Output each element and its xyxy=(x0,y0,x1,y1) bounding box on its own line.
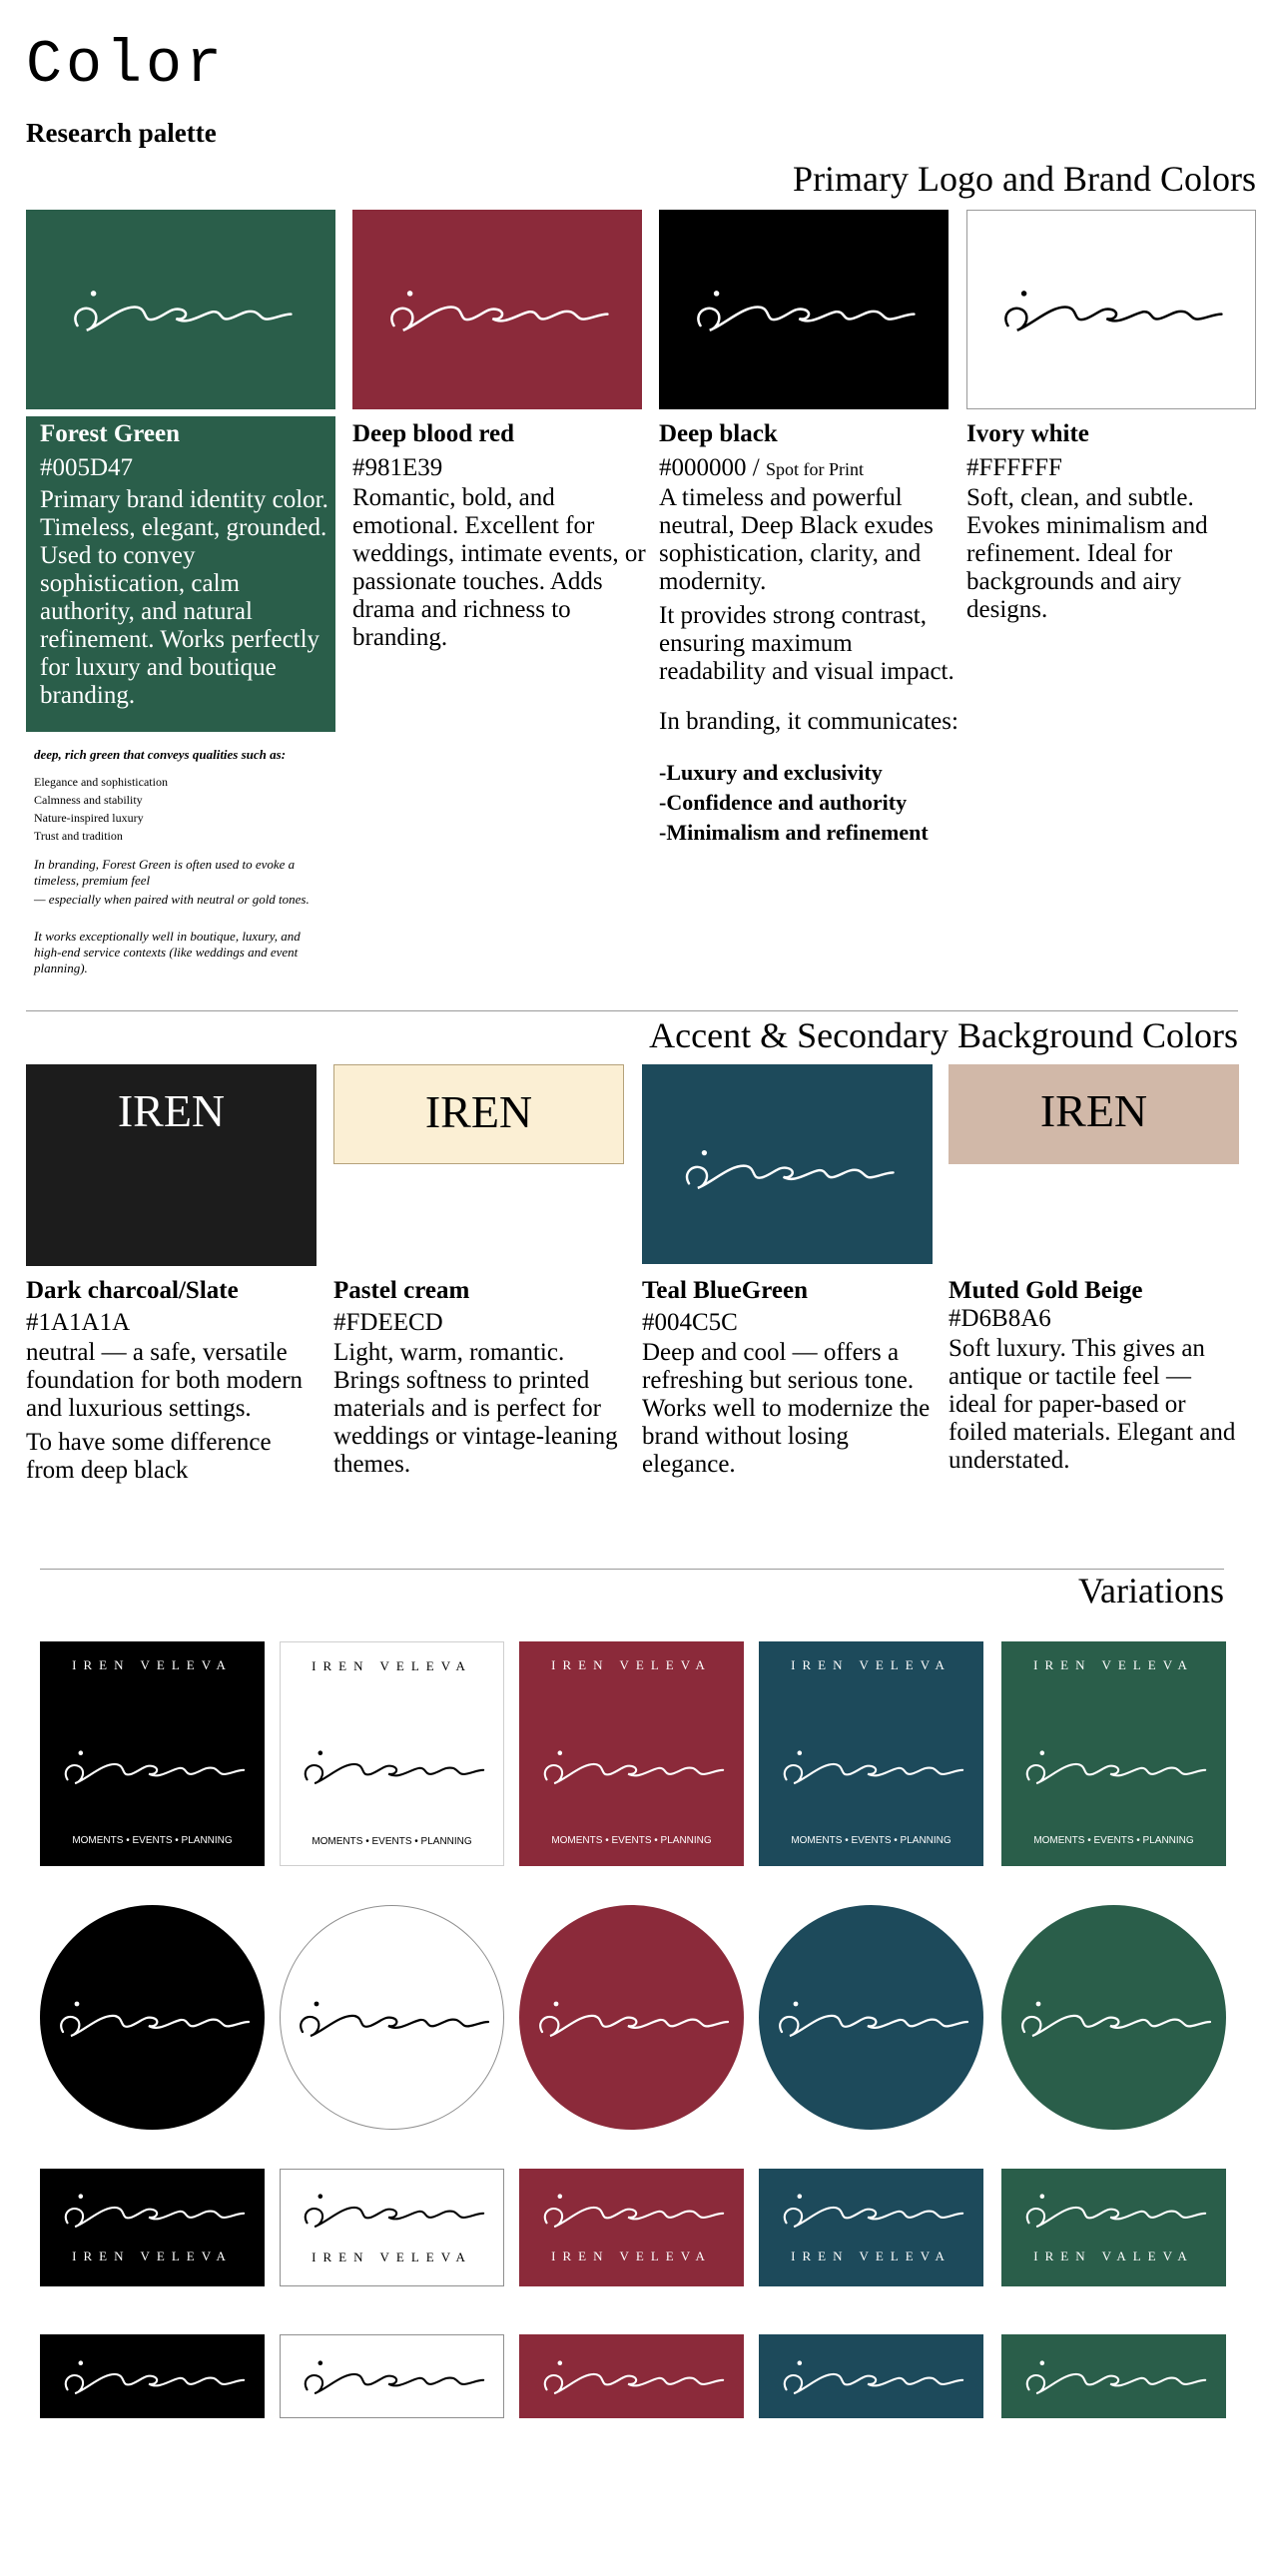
variation-square-black xyxy=(40,1641,265,1866)
variation-circle-black xyxy=(40,1905,265,2130)
color-hex: #000000 xyxy=(659,454,747,481)
brand-name-text: IREN VELEVA xyxy=(312,1658,472,1673)
variation-slim-black xyxy=(40,2334,265,2418)
swatch-deep-blood-red xyxy=(352,210,642,409)
dark-charcoal-info xyxy=(26,1277,316,1485)
green-notes-para3: It works exceptionally well in boutique, luxury, and high-end service contexts (like weddings and event planning). xyxy=(34,929,301,975)
communicates-item: -Confidence and authority xyxy=(659,790,908,815)
section-title-primary: Primary Logo and Brand Colors xyxy=(793,159,1256,199)
color-name: Pastel cream xyxy=(333,1277,470,1304)
brand-name-text: IREN VELEVA xyxy=(312,2250,472,2264)
color-hex: #004C5C xyxy=(642,1309,738,1336)
iren-wordmark: IREN xyxy=(424,1086,533,1137)
variation-circle-white xyxy=(280,1905,504,2130)
color-name: Ivory white xyxy=(966,420,1089,447)
color-description: Primary brand identity color. Timeless, elegant, grounded. Used to convey sophistication, calm authority, and natural refinement. Works perfectly for luxury and boutique branding. xyxy=(40,486,328,709)
variation-rect-red xyxy=(519,2169,744,2286)
variation-square-white xyxy=(280,1641,504,1866)
variation-rect-green xyxy=(1001,2169,1226,2286)
deep-blood-red-info xyxy=(352,420,652,652)
color-name: Deep black xyxy=(659,420,778,447)
swatch-deep-black xyxy=(659,210,949,409)
swatch-pastel-cream xyxy=(333,1064,624,1164)
color-hex: #D6B8A6 xyxy=(949,1305,1051,1332)
color-hex: #1A1A1A xyxy=(26,1309,131,1336)
hex-note: Spot for Print xyxy=(765,459,864,479)
variation-circle-green xyxy=(1001,1905,1226,2130)
swatch-ivory-white xyxy=(966,210,1256,409)
color-hex: #FDEECD xyxy=(333,1309,443,1336)
teal-bluegreen-info xyxy=(642,1277,932,1479)
deep-black-info: Deep black #000000 / Spot for Print A timeless and powerful neutral, Deep Black exudes sophistication, clarity, and modernity. It provides strong contrast, ensuring maximum readability and visual impact. In branding, it communicates: -Luxury and exclusivity -Confidence and authority -Minimalism and refinement xyxy=(659,420,958,848)
variation-slim-teal xyxy=(759,2334,983,2418)
green-notes-para2: — especially when paired with neutral or gold tones. xyxy=(34,892,310,907)
pastel-cream-info xyxy=(333,1277,623,1479)
variation-square-teal xyxy=(759,1641,983,1866)
color-description: neutral — a safe, versatile foundation for both modern and luxurious settings. xyxy=(26,1339,304,1422)
tagline-text: MOMENTS • EVENTS • PLANNING xyxy=(72,1835,233,1846)
variation-square-green xyxy=(1001,1641,1226,1866)
variation-slim-white xyxy=(280,2334,504,2418)
color-name: Teal BlueGreen xyxy=(642,1277,808,1304)
variation-slim-green xyxy=(1001,2334,1226,2418)
variation-rect-teal xyxy=(759,2169,983,2286)
brand-name-text: IREN VELEVA xyxy=(551,1657,712,1672)
color-hex: #FFFFFF xyxy=(966,454,1062,481)
brand-name-text: IREN VELEVA xyxy=(72,1657,233,1672)
color-description: A timeless and powerful neutral, Deep Black exudes sophistication, clarity, and modernity. xyxy=(659,484,934,595)
swatch-forest-green xyxy=(26,210,335,409)
page-subtitle: Research palette xyxy=(26,118,217,148)
tagline-text: MOMENTS • EVENTS • PLANNING xyxy=(1033,1835,1194,1846)
section-divider xyxy=(26,1010,1238,1011)
color-description: Soft, clean, and subtle. Evokes minimalism and refinement. Ideal for backgrounds and airy designs. xyxy=(966,484,1208,623)
color-hex: #005D47 xyxy=(40,454,134,481)
brand-name-text: IREN VELEVA xyxy=(791,1657,951,1672)
tagline-text: MOMENTS • EVENTS • PLANNING xyxy=(551,1835,712,1846)
variation-square-red xyxy=(519,1641,744,1866)
communicates-list xyxy=(659,758,958,848)
communicates-item: -Minimalism and refinement xyxy=(659,820,929,845)
color-hex: #981E39 xyxy=(352,454,443,481)
color-description-2: To have some difference from deep black xyxy=(26,1429,272,1484)
brand-name-text: IREN VELEVA xyxy=(1033,1657,1194,1672)
quality-item: Elegance and sophistication xyxy=(34,775,168,789)
swatch-muted-gold-beige xyxy=(949,1064,1239,1164)
color-description: Soft luxury. This gives an antique or tactile feel — ideal for paper-based or foiled materials. Elegant and understated. xyxy=(949,1335,1236,1474)
color-description: Romantic, bold, and emotional. Excellent for weddings, intimate events, or passionate touches. Adds drama and richness to branding. xyxy=(352,484,646,651)
quality-item: Nature-inspired luxury xyxy=(34,811,144,825)
color-name: Muted Gold Beige xyxy=(949,1277,1143,1304)
green-notes-intro: deep, rich green that conveys qualities such as: xyxy=(34,747,287,762)
muted-gold-beige-info xyxy=(949,1277,1238,1475)
page-title: Color xyxy=(26,32,227,100)
brand-name-text: IREN VELEVA xyxy=(791,2249,951,2263)
iren-wordmark: IREN xyxy=(1039,1085,1148,1136)
swatch-dark-charcoal xyxy=(26,1064,316,1266)
communicates-item: -Luxury and exclusivity xyxy=(659,760,883,785)
iren-wordmark: IREN xyxy=(117,1085,226,1136)
section-title-variations: Variations xyxy=(1078,1571,1224,1610)
color-name: Dark charcoal/Slate xyxy=(26,1277,239,1304)
color-description: Light, warm, romantic. Brings softness to printed materials and is perfect for weddings or vintage-leaning themes. xyxy=(333,1339,618,1478)
variation-rect-black xyxy=(40,2169,265,2286)
color-name: Deep blood red xyxy=(352,420,515,447)
green-notes-para1: In branding, Forest Green is often used to evoke a timeless, premium feel xyxy=(34,857,296,888)
communicates-intro: In branding, it communicates: xyxy=(659,708,958,735)
quality-item: Calmness and stability xyxy=(34,793,143,807)
section-divider xyxy=(40,1569,1224,1570)
section-title-accent: Accent & Secondary Background Colors xyxy=(649,1015,1238,1055)
ivory-white-info xyxy=(966,420,1246,624)
forest-green-info-card xyxy=(26,416,335,732)
tagline-text: MOMENTS • EVENTS • PLANNING xyxy=(312,1836,472,1847)
brand-name-text: IREN VELEVA xyxy=(551,2249,712,2263)
brand-name-text: IREN VELEVA xyxy=(72,2249,233,2263)
color-description-2: It provides strong contrast, ensuring maximum readability and visual impact. xyxy=(659,602,954,685)
variation-slim-red xyxy=(519,2334,744,2418)
tagline-text: MOMENTS • EVENTS • PLANNING xyxy=(791,1835,951,1846)
brand-name-text: IREN VALEVA xyxy=(1033,2249,1194,2263)
swatch-teal-bluegreen xyxy=(642,1064,933,1264)
quality-item: Trust and tradition xyxy=(34,829,123,843)
variation-circle-teal xyxy=(759,1905,983,2130)
green-qualities-list xyxy=(34,773,323,845)
variation-rect-white xyxy=(280,2169,504,2286)
color-name: Forest Green xyxy=(40,420,181,447)
variation-circle-red xyxy=(519,1905,744,2130)
color-description: Deep and cool — offers a refreshing but serious tone. Works well to modernize the brand without losing elegance. xyxy=(642,1339,931,1478)
